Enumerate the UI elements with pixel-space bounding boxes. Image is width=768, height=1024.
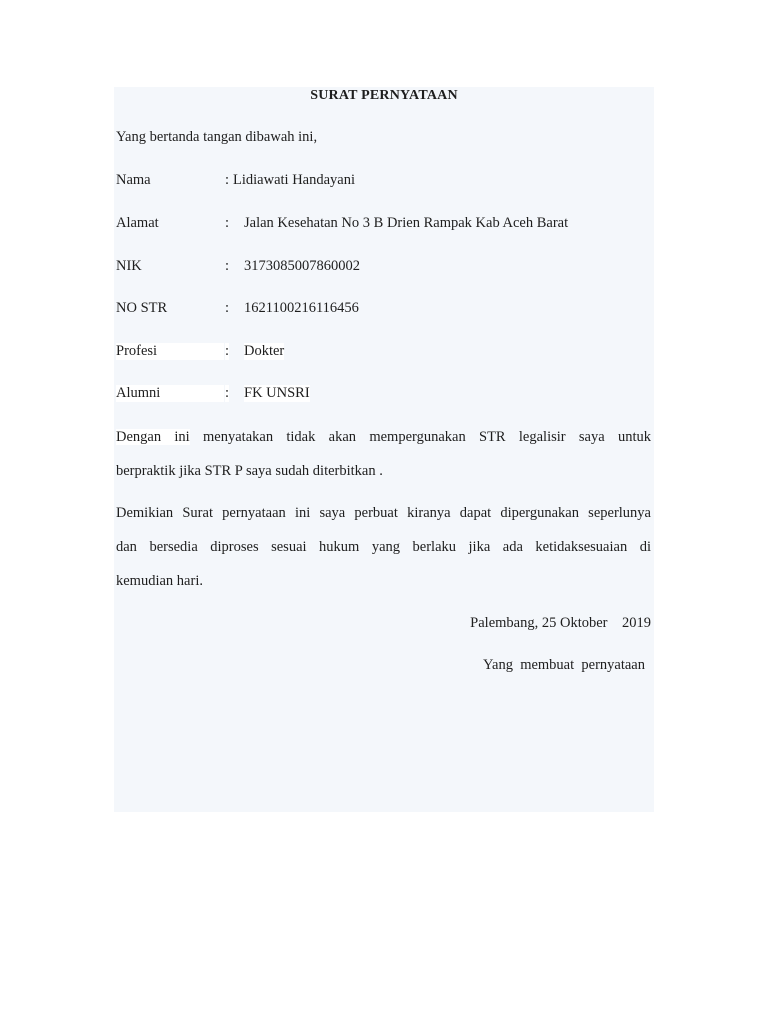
field-colon: : (225, 343, 230, 359)
field-label: Nama (116, 172, 151, 188)
statement-line-1 (116, 420, 651, 454)
field-value: Jalan Kesehatan No 3 B Drien Rampak Kab Aceh Barat (244, 215, 569, 231)
field-alumni (116, 385, 652, 405)
field-colon: : (225, 172, 230, 188)
field-profesi (116, 343, 652, 363)
signature-label: Yang membuat pernyataan (482, 657, 645, 673)
field-colon: : (225, 300, 230, 316)
place-date: Palembang, 25 Oktober 2019 (470, 615, 651, 631)
statement-line-2: berpraktik jika STR P saya sudah diterbitkan . (116, 463, 383, 479)
letter-title: SURAT PERNYATAAN (310, 88, 458, 103)
field-colon: : (225, 258, 230, 274)
closing-line-1: Demikian Surat pernyataan ini saya perbuat kiranya dapat dipergunakan seperlunya (116, 505, 651, 521)
statement-lead: Dengan ini (116, 429, 190, 445)
statement-letter (114, 87, 654, 812)
field-label: Alamat (116, 215, 159, 231)
closing-paragraph (116, 496, 651, 598)
statement-line-1-rest: menyatakan tidak akan mempergunakan STR legalisir saya untuk (203, 429, 652, 445)
field-value: FK UNSRI (244, 385, 310, 401)
closing-line-3: kemudian hari. (116, 573, 203, 589)
field-value: 3173085007860002 (244, 258, 360, 274)
field-value: 1621100216116456 (244, 300, 359, 316)
field-label: NO STR (116, 300, 168, 316)
intro-text: Yang bertanda tangan dibawah ini, (116, 129, 318, 145)
field-value: Dokter (244, 343, 285, 359)
field-nik (116, 258, 652, 278)
field-no-str (116, 300, 652, 320)
statement-paragraph (116, 420, 651, 488)
field-value: Lidiawati Handayani (233, 172, 355, 188)
field-colon: : (225, 215, 230, 231)
field-nama (116, 172, 652, 192)
field-label: NIK (116, 258, 142, 274)
field-label: Profesi (116, 343, 224, 360)
field-alamat (116, 215, 652, 235)
closing-line-2: dan bersedia diproses sesuai hukum yang berlaku jika ada ketidaksesuaian di (116, 539, 651, 555)
field-colon: : (225, 385, 230, 401)
field-label: Alumni (116, 385, 224, 402)
